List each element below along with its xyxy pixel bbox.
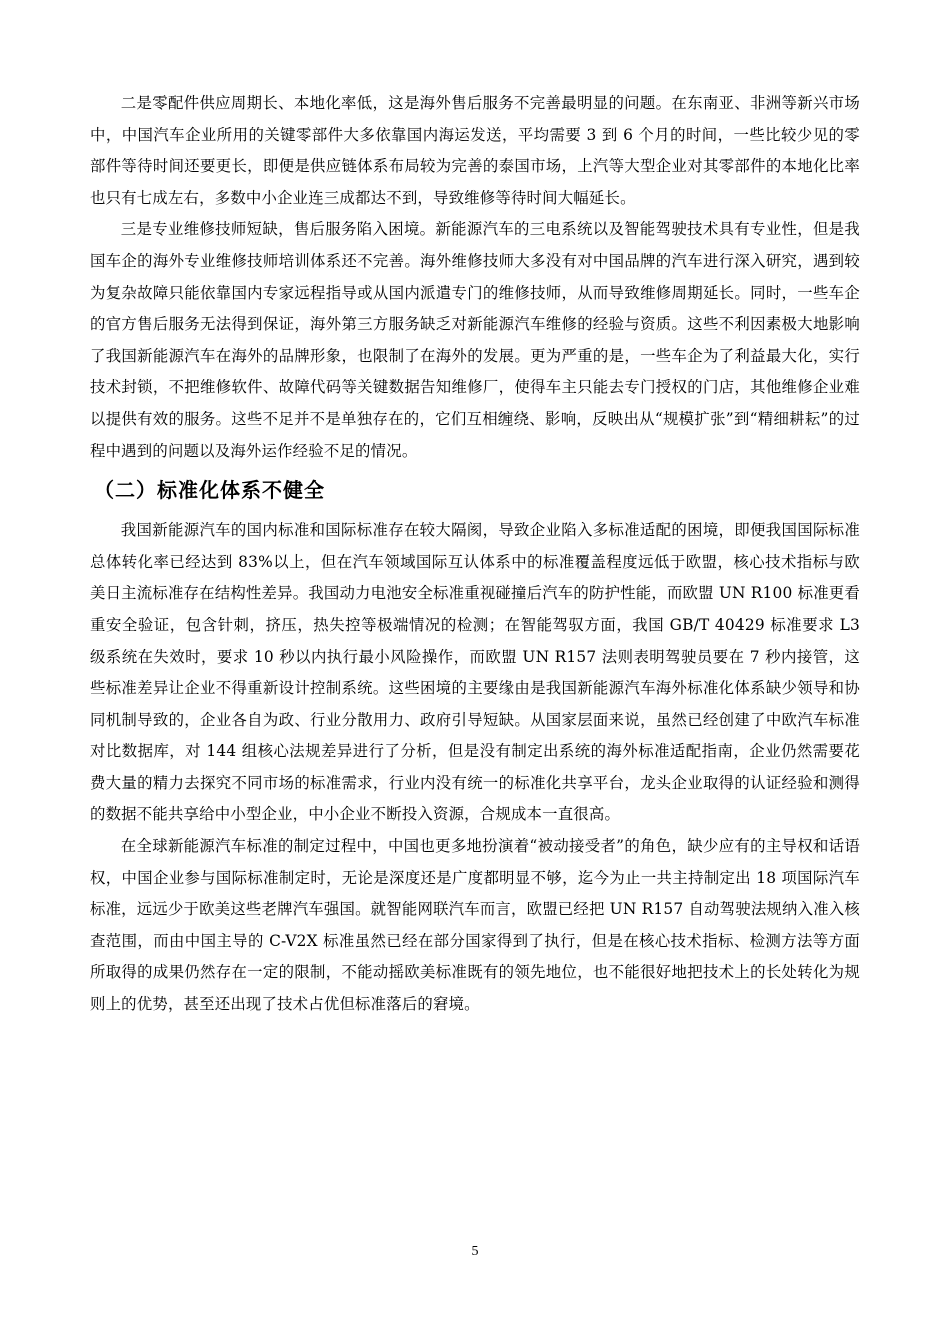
paragraph-technicians: 三是专业维修技师短缺，售后服务陷入困境。新能源汽车的三电系统以及智能驾驶技术具有专业性，但是我国车企的海外专业维修技师培训体系还不完善。海外维修技师大多没有对中国品牌的汽车进行深入研究，遇到较为复杂故障只能依靠国内专家远程指导或从国内派遣专门的维修技师，从而导致维修周期延长。同时，一些车企的官方售后服务无法得到保证，海外第三方服务缺乏对新能源汽车维修的经验与资质。这些不利因素极大地影响了我国新能源汽车在海外的品牌形象，也限制了在海外的发展。更为严重的是，一些车企为了利益最大化，实行技术封锁，不把维修软件、故障代码等关键数据告知维修厂，使得车主只能去专门授权的门店，其他维修企业难以提供有效的服务。这些不足并不是单独存在的，它们互相缠绕、影响，反映出从“规模扩张”到“精细耕耘”的过程中遇到的问题以及海外运作经验不足的情况。 [90, 220, 860, 460]
section-heading: （二）标准化体系不健全 [94, 478, 325, 503]
paragraph-standard-making: 在全球新能源汽车标准的制定过程中，中国也更多地扮演着“被动接受者”的角色，缺少应有的主导权和话语权，中国企业参与国际标准制定时，无论是深度还是广度都明显不够，迄今为止一共主持制定出 18 项国际汽车标准，远远少于欧美这些老牌汽车强国。就智能网联汽车而言，欧盟已经把 UN R157 自动驾驶法规纳入准入核查范围，而由中国主导的 C-V2X 标准虽然已经在部分国家得到了执行，但是在核心技术指标、检测方法等方面所取得的成果仍然存在一定的限制，不能动摇欧美标准既有的领先地位，也不能很好地把技术上的长处转化为规则上的优势，甚至还出现了技术占优但标准落后的窘境。 [90, 837, 860, 1014]
document-body [90, 88, 860, 1021]
paragraph-standards-gap: 我国新能源汽车的国内标准和国际标准存在较大隔阂，导致企业陷入多标准适配的困境，即便我国国际标准总体转化率已经达到 83%以上，但在汽车领域国际互认体系中的标准覆盖程度远低于欧盟，核心技术指标与欧美日主流标准存在结构性差异。我国动力电池安全标准重视碰撞后汽车的防护性能，而欧盟 UN R100 标准更看重安全验证，包含针刺，挤压，热失控等极端情况的检测；在智能驾驭方面，我国 GB/T 40429 标准要求 L3 级系统在失效时，要求 10 秒以内执行最小风险操作，而欧盟 UN R157 法则表明驾驶员要在 7 秒内接管，这些标准差异让企业不得重新设计控制系统。这些困境的主要缘由是我国新能源汽车海外标准化体系缺少领导和协同机制导致的，企业各自为政、行业分散用力、政府引导短缺。从国家层面来说，虽然已经创建了中欧汽车标准对比数据库，对 144 组核心法规差异进行了分析，但是没有制定出系统的海外标准适配指南，企业仍然需要花费大量的精力去探究不同市场的标准需求，行业内没有统一的标准化共享平台，龙头企业取得的认证经验和测得的数据不能共享给中小型企业，中小企业不断投入资源，合规成本一直很高。 [90, 521, 860, 824]
paragraph-spare-parts: 二是零配件供应周期长、本地化率低，这是海外售后服务不完善最明显的问题。在东南亚、非洲等新兴市场中，中国汽车企业所用的关键零部件大多依靠国内海运发送，平均需要 3 到 6 个月的时间，一些比较少见的零部件等待时间还要更长，即便是供应链体系布局较为完善的泰国市场，上汽等大型企业对其零部件的本地化比率也只有七成左右，多数中小企业连三成都达不到，导致维修等待时间大幅延长。 [90, 94, 860, 207]
page-number: 5 [471, 1244, 479, 1259]
